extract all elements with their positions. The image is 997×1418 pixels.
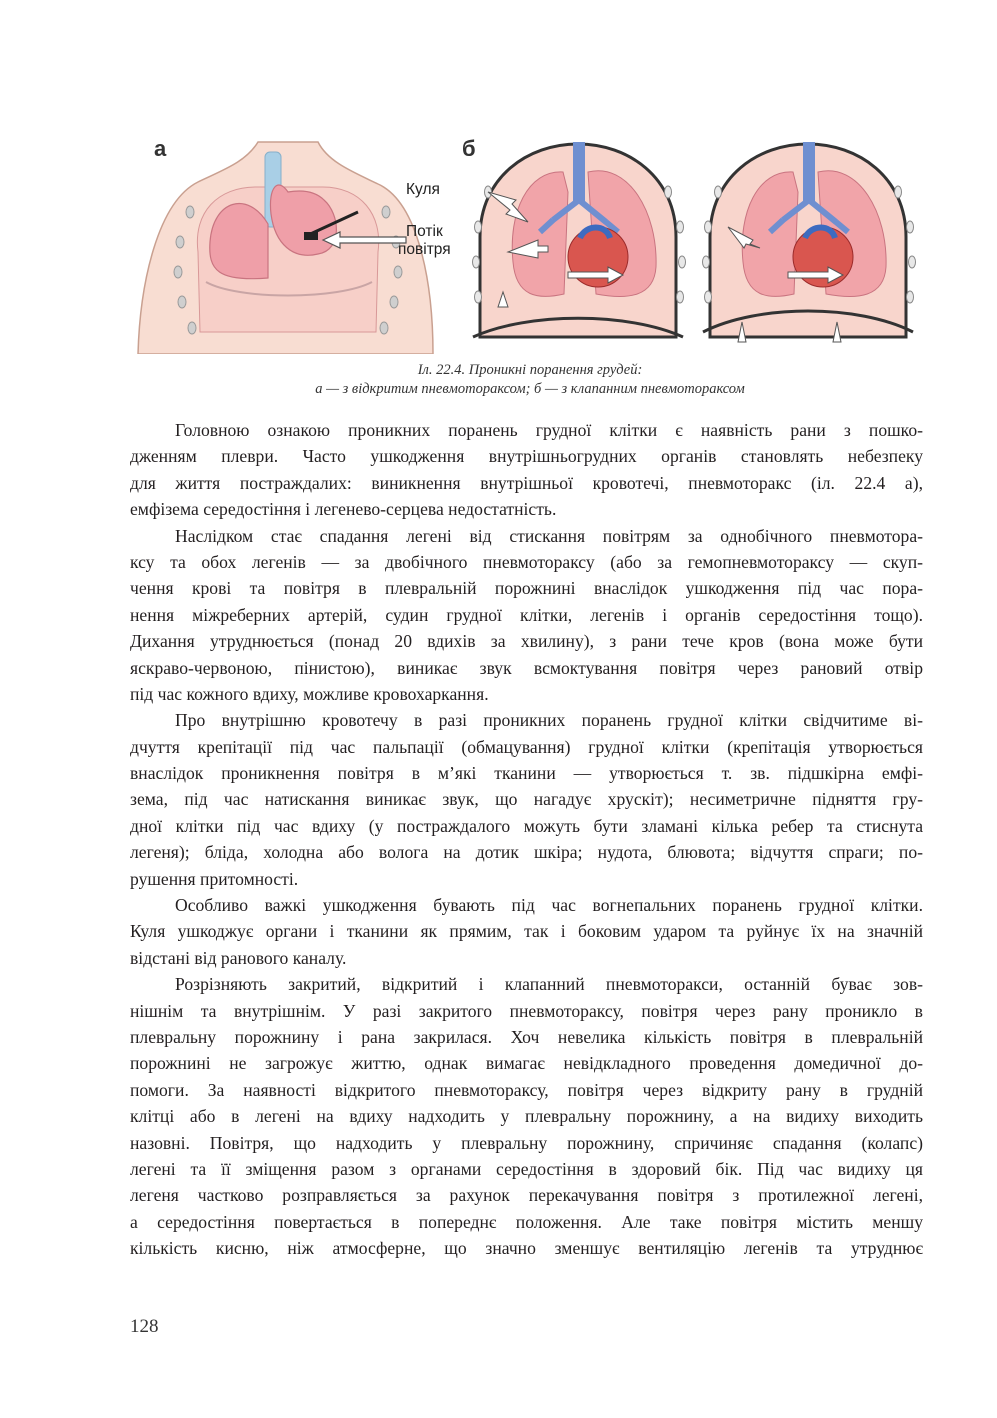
- text-line: назовні. Повітря, що надходить у плевральну порожнину, спричиняє спадання (колапс): [130, 1132, 923, 1153]
- text-line: дчуття крепітації під час пальпації (обмацування) грудної клітки (крепітація утворюється: [130, 736, 923, 757]
- label-bullet: Куля: [406, 181, 440, 198]
- text-line: Особливо важкі ушкодження бувають під час вогнепальних поранень грудної клітки.: [175, 895, 923, 916]
- text-line: відстані від ранового каналу.: [130, 947, 347, 968]
- text-line: Головною ознакою проникних поранень грудної клітки є наявність рани з пошко-: [175, 420, 923, 440]
- text-line: легеня); бліда, холодна або волога на дотик шкіра; нудота, блювота; відчуття спраги; по-: [130, 842, 923, 863]
- text-line: рушення притомності.: [130, 868, 299, 889]
- text-line: клітці або в легені на вдиху надходить у плевральну порожнину, а на видиху виходить: [130, 1106, 923, 1127]
- illustration-valve-pneumothorax-inhale: [468, 132, 688, 354]
- paragraph-1: [130, 417, 923, 523]
- text-line: зема, під час натискання виникає звук, що нагадує хрускіт); несиметричне підняття гру-: [130, 789, 923, 810]
- text-line: нішнім та внутрішнім. У разі закритого пневмотораксу, повітря через рану проникло в: [130, 1000, 923, 1021]
- text-line: порожнині не загрожує життю, однак вимагає невідкладного проведення домедичної до-: [130, 1053, 923, 1074]
- caption-line-2: а — з відкритим пневмотораксом; б — з клапанним пневмотораксом: [315, 381, 745, 397]
- text-line: Дихання утруднюється (понад 20 вдихів за хвилину), з рани тече кров (вона може бути: [130, 631, 923, 652]
- text-line: нення міжреберних артерій, судин грудної клітки, легенів і органів середостіння тощо).: [130, 604, 923, 625]
- text-line: ксу та обох легенів — за двобічного пневмотораксу (або за гемопневмотораксу — скуп-: [130, 551, 923, 572]
- text-line: Розрізняють закритий, відкритий і клапанний пневмоторакси, останній буває зов-: [175, 974, 923, 995]
- text-line: під час кожного вдиху, можливе кровохаркання.: [130, 683, 489, 704]
- text-line: Про внутрішню кровотечу в разі проникних поранень грудної клітки свідчитиме ві-: [175, 710, 923, 731]
- text-line: помоги. За наявності відкритого пневмотораксу, повітря через відкриту рану в грудній: [130, 1079, 923, 1100]
- paragraph-3: [130, 707, 923, 892]
- caption-line-1: Іл. 22.4. Проникні поранення грудей:: [417, 362, 643, 378]
- text-line: чення крові та повітря в плевральній порожнині внаслідок ушкодження під час пора-: [130, 578, 923, 599]
- text-line: а середостіння повертається в попереднє положення. Але таке повітря містить меншу: [130, 1211, 923, 1232]
- illustration-valve-pneumothorax-exhale: [698, 132, 918, 354]
- paragraph-5: [130, 971, 923, 1261]
- figure-caption: [130, 361, 930, 399]
- body-text: [130, 417, 923, 1262]
- text-line: дженням плеври. Часто ушкодження внутрішньогрудних органів становлять небезпеку: [130, 446, 923, 467]
- text-line: дної клітки під час вдиху (у постраждалого можуть бути зламані кілька ребер та стиснута: [130, 815, 923, 836]
- text-line: внаслідок проникнення повітря в м’які тканини — утворюється т. зв. підшкірна емфі-: [130, 763, 923, 784]
- text-line: Наслідком стає спадання легені від стискання повітрям за однобічного пневмотора-: [175, 525, 923, 546]
- text-line: Куля ушкоджує органи і тканини як прямим, так і боковим ударом та руйнує їх на значній: [130, 921, 923, 942]
- paragraph-2: [130, 523, 923, 708]
- text-line: кількість кисню, ніж атмосферне, що значно зменшує вентиляцію легенів та утруднює: [130, 1238, 923, 1259]
- page-number: 128: [130, 1316, 159, 1337]
- panel-b-letter: б: [462, 136, 476, 161]
- text-line: легеня частково розправляється за рахунок перекачування повітря з протилежної легені,: [130, 1185, 923, 1206]
- figure-penetrating-chest-wounds: [128, 132, 918, 354]
- panel-a-letter: а: [154, 136, 167, 161]
- text-line: легені та її зміщення разом з органами середостіння в здоровий бік. Під час видиху ця: [130, 1158, 923, 1179]
- text-line: емфізема середостіння і легенево-серцева недостатність.: [130, 499, 557, 520]
- text-line: яскраво-червоною, пінистою), виникає звук всмоктування повітря через рановий отвір: [130, 657, 923, 678]
- text-line: для життя постраждалих: виникнення внутрішньої кровотечі, пневмоторакс (іл. 22.4 а),: [130, 472, 923, 493]
- paragraph-4: [130, 892, 923, 971]
- label-airflow-line1: Потік: [406, 223, 443, 240]
- text-line: плевральну порожнину і рана закрилася. Хоч невелика кількість повітря в плевральній: [130, 1026, 923, 1047]
- label-airflow-line2: повітря: [398, 241, 451, 258]
